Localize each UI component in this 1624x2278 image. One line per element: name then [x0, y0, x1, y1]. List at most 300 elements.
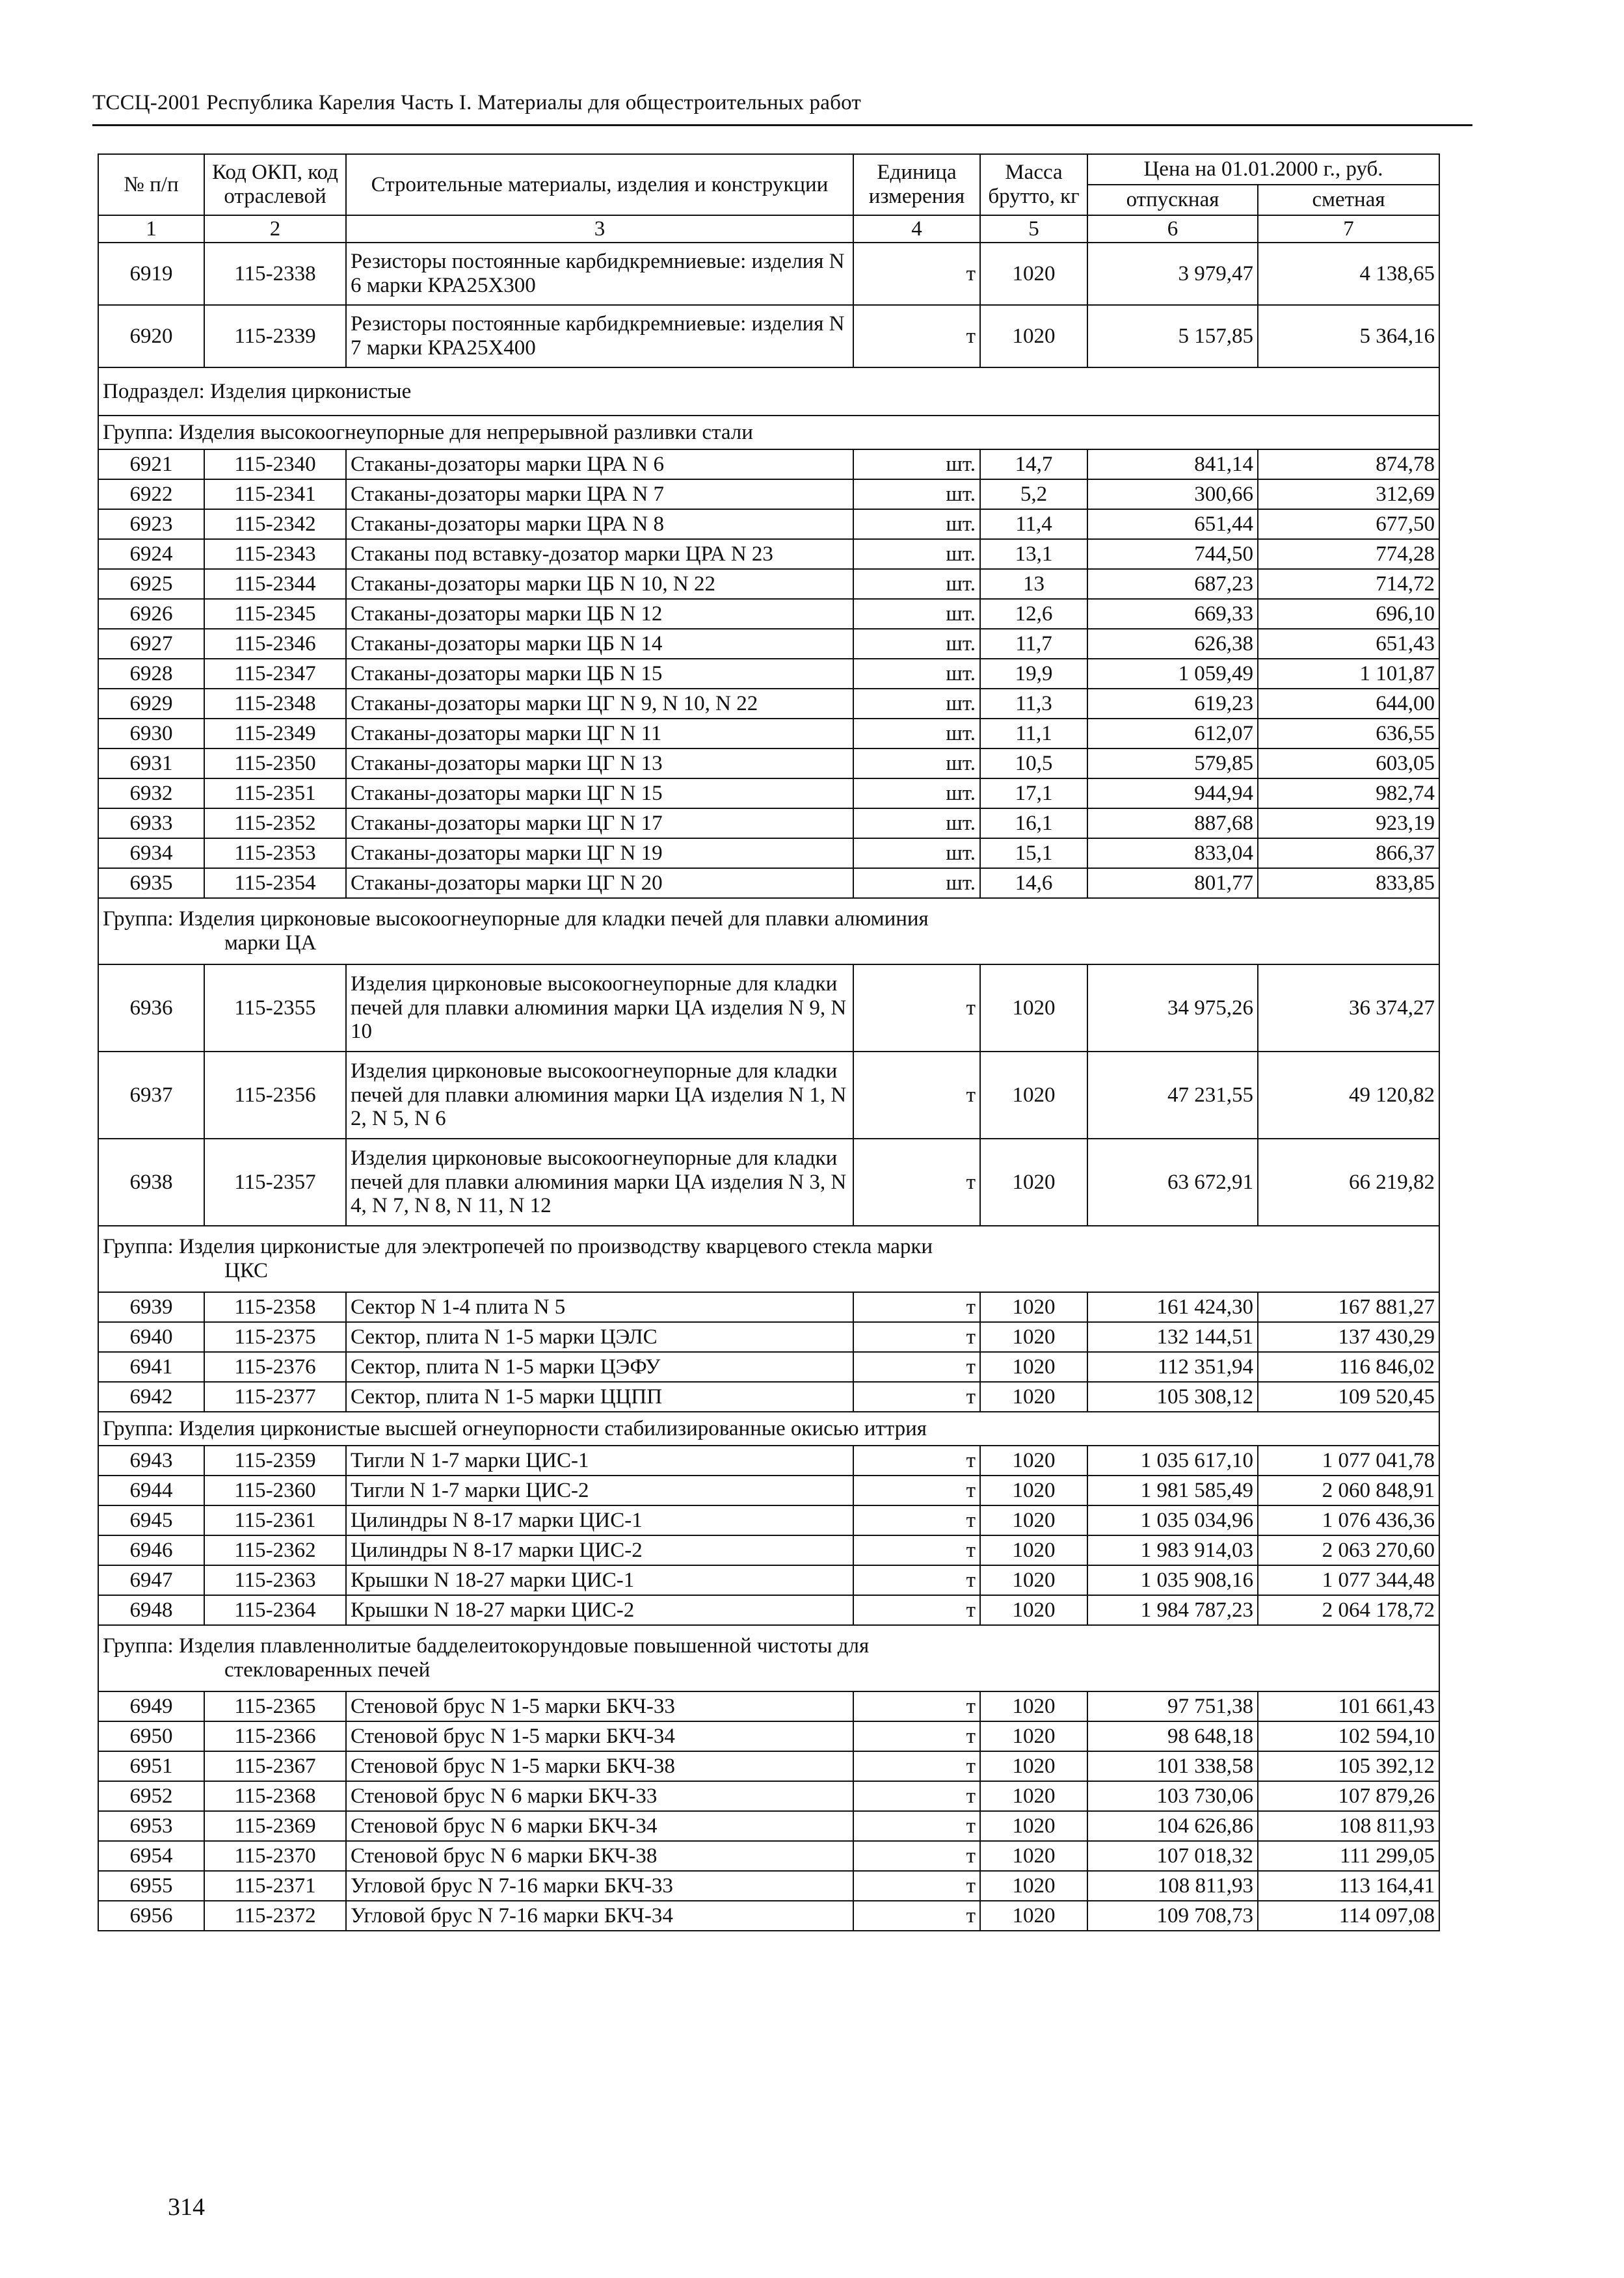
gross-mass: 14,6 [980, 868, 1087, 898]
release-price: 104 626,86 [1087, 1811, 1258, 1841]
table-row [98, 868, 1439, 898]
group-row [98, 416, 1439, 449]
gross-mass: 10,5 [980, 748, 1087, 778]
group-row [98, 1226, 1439, 1292]
row-number: 6936 [98, 964, 204, 1052]
release-price: 651,44 [1087, 509, 1258, 539]
table-row [98, 539, 1439, 569]
gross-mass: 1020 [980, 1292, 1087, 1322]
estimate-price: 66 219,82 [1258, 1139, 1439, 1226]
release-price: 107 018,32 [1087, 1841, 1258, 1871]
estimate-price: 833,85 [1258, 868, 1439, 898]
col-header-price-estimate: сметная [1258, 185, 1439, 215]
row-number: 6953 [98, 1811, 204, 1841]
estimate-price: 1 076 436,36 [1258, 1505, 1439, 1535]
group-title [98, 1412, 1439, 1446]
unit-of-measure: шт. [853, 778, 980, 808]
release-price: 109 708,73 [1087, 1901, 1258, 1931]
table-row [98, 449, 1439, 479]
release-price: 801,77 [1087, 868, 1258, 898]
okp-code: 115-2358 [204, 1292, 346, 1322]
release-price: 98 648,18 [1087, 1721, 1258, 1751]
table-row [98, 1565, 1439, 1595]
release-price: 34 975,26 [1087, 964, 1258, 1052]
group-title [98, 1226, 1439, 1292]
row-number: 6935 [98, 868, 204, 898]
row-number: 6954 [98, 1841, 204, 1871]
group-title-line: Группа: Изделия цирконистые для электропечей по производству кварцевого стекла марки [103, 1235, 933, 1259]
unit-of-measure: т [853, 1476, 980, 1505]
col-header-code: Код ОКП, код отраслевой [204, 154, 346, 215]
table-row [98, 1505, 1439, 1535]
group-row [98, 898, 1439, 964]
release-price: 687,23 [1087, 569, 1258, 599]
okp-code: 115-2362 [204, 1535, 346, 1565]
group-title-line: стекловаренных печей [224, 1658, 431, 1682]
row-number: 6933 [98, 808, 204, 838]
estimate-price: 1 101,87 [1258, 659, 1439, 689]
gross-mass: 13 [980, 569, 1087, 599]
row-number: 6943 [98, 1446, 204, 1476]
release-price: 1 035 908,16 [1087, 1565, 1258, 1595]
gross-mass: 16,1 [980, 808, 1087, 838]
table-row [98, 838, 1439, 868]
estimate-price: 866,37 [1258, 838, 1439, 868]
table-row [98, 569, 1439, 599]
column-number: 7 [1258, 215, 1439, 243]
unit-of-measure: т [853, 1322, 980, 1352]
item-name: Стеновой брус N 1-5 марки БКЧ-34 [346, 1721, 853, 1751]
release-price: 97 751,38 [1087, 1691, 1258, 1721]
row-number: 6946 [98, 1535, 204, 1565]
item-name: Крышки N 18-27 марки ЦИС-1 [346, 1565, 853, 1595]
table-row [98, 748, 1439, 778]
release-price: 833,04 [1087, 838, 1258, 868]
header-rule [92, 124, 1472, 126]
okp-code: 115-2338 [204, 243, 346, 305]
item-name: Резисторы постоянные карбидкремниевые: изделия N 7 марки КРА25Х400 [346, 305, 853, 367]
gross-mass: 1020 [980, 1382, 1087, 1412]
row-number: 6944 [98, 1476, 204, 1505]
estimate-price: 113 164,41 [1258, 1871, 1439, 1901]
estimate-price: 677,50 [1258, 509, 1439, 539]
table-header-row [98, 154, 1439, 185]
row-number: 6931 [98, 748, 204, 778]
row-number: 6952 [98, 1781, 204, 1811]
okp-code: 115-2367 [204, 1751, 346, 1781]
unit-of-measure: т [853, 1382, 980, 1412]
item-name: Изделия цирконовые высокоогнеупорные для кладки печей для плавки алюминия марки ЦА изделия N 1, N 2, N 5, N 6 [346, 1052, 853, 1139]
okp-code: 115-2346 [204, 629, 346, 659]
okp-code: 115-2364 [204, 1595, 346, 1625]
unit-of-measure: т [853, 1781, 980, 1811]
group-title [98, 1625, 1439, 1691]
unit-of-measure: шт. [853, 719, 980, 748]
release-price: 161 424,30 [1087, 1292, 1258, 1322]
okp-code: 115-2349 [204, 719, 346, 748]
estimate-price: 2 060 848,91 [1258, 1476, 1439, 1505]
estimate-price: 107 879,26 [1258, 1781, 1439, 1811]
gross-mass: 1020 [980, 964, 1087, 1052]
okp-code: 115-2371 [204, 1871, 346, 1901]
okp-code: 115-2377 [204, 1382, 346, 1412]
unit-of-measure: т [853, 1139, 980, 1226]
estimate-price: 636,55 [1258, 719, 1439, 748]
okp-code: 115-2345 [204, 599, 346, 629]
table-row [98, 305, 1439, 367]
release-price: 887,68 [1087, 808, 1258, 838]
table-row [98, 1841, 1439, 1871]
okp-code: 115-2356 [204, 1052, 346, 1139]
estimate-price: 5 364,16 [1258, 305, 1439, 367]
gross-mass: 19,9 [980, 659, 1087, 689]
table-row [98, 1781, 1439, 1811]
release-price: 1 059,49 [1087, 659, 1258, 689]
item-name: Стеновой брус N 6 марки БКЧ-34 [346, 1811, 853, 1841]
table-row [98, 1691, 1439, 1721]
gross-mass: 1020 [980, 1811, 1087, 1841]
okp-code: 115-2339 [204, 305, 346, 367]
item-name: Угловой брус N 7-16 марки БКЧ-34 [346, 1901, 853, 1931]
row-number: 6919 [98, 243, 204, 305]
item-name: Изделия цирконовые высокоогнеупорные для кладки печей для плавки алюминия марки ЦА изделия N 3, N 4, N 7, N 8, N 11, N 12 [346, 1139, 853, 1226]
table-row [98, 689, 1439, 719]
gross-mass: 1020 [980, 1841, 1087, 1871]
release-price: 669,33 [1087, 599, 1258, 629]
item-name: Стаканы-дозаторы марки ЦГ N 17 [346, 808, 853, 838]
okp-code: 115-2368 [204, 1781, 346, 1811]
col-header-price: Цена на 01.01.2000 г., руб. [1087, 154, 1439, 185]
gross-mass: 1020 [980, 1871, 1087, 1901]
estimate-price: 1 077 041,78 [1258, 1446, 1439, 1476]
release-price: 5 157,85 [1087, 305, 1258, 367]
okp-code: 115-2343 [204, 539, 346, 569]
release-price: 300,66 [1087, 479, 1258, 509]
estimate-price: 696,10 [1258, 599, 1439, 629]
estimate-price: 603,05 [1258, 748, 1439, 778]
gross-mass: 1020 [980, 1751, 1087, 1781]
table-row [98, 1871, 1439, 1901]
release-price: 1 983 914,03 [1087, 1535, 1258, 1565]
table-row [98, 659, 1439, 689]
gross-mass: 14,7 [980, 449, 1087, 479]
estimate-price: 101 661,43 [1258, 1691, 1439, 1721]
row-number: 6929 [98, 689, 204, 719]
okp-code: 115-2340 [204, 449, 346, 479]
estimate-price: 114 097,08 [1258, 1901, 1439, 1931]
row-number: 6922 [98, 479, 204, 509]
table-row [98, 1139, 1439, 1226]
release-price: 1 984 787,23 [1087, 1595, 1258, 1625]
okp-code: 115-2363 [204, 1565, 346, 1595]
column-number: 4 [853, 215, 980, 243]
row-number: 6949 [98, 1691, 204, 1721]
item-name: Угловой брус N 7-16 марки БКЧ-33 [346, 1871, 853, 1901]
table-row [98, 1322, 1439, 1352]
gross-mass: 1020 [980, 1721, 1087, 1751]
release-price: 3 979,47 [1087, 243, 1258, 305]
estimate-price: 105 392,12 [1258, 1751, 1439, 1781]
unit-of-measure: т [853, 1811, 980, 1841]
release-price: 619,23 [1087, 689, 1258, 719]
release-price: 63 672,91 [1087, 1139, 1258, 1226]
estimate-price: 774,28 [1258, 539, 1439, 569]
unit-of-measure: шт. [853, 689, 980, 719]
group-row [98, 1412, 1439, 1446]
gross-mass: 1020 [980, 1139, 1087, 1226]
row-number: 6930 [98, 719, 204, 748]
item-name: Стаканы-дозаторы марки ЦГ N 15 [346, 778, 853, 808]
okp-code: 115-2357 [204, 1139, 346, 1226]
gross-mass: 11,7 [980, 629, 1087, 659]
gross-mass: 11,3 [980, 689, 1087, 719]
okp-code: 115-2350 [204, 748, 346, 778]
gross-mass: 1020 [980, 1595, 1087, 1625]
table-row [98, 1595, 1439, 1625]
estimate-price: 312,69 [1258, 479, 1439, 509]
unit-of-measure: шт. [853, 449, 980, 479]
table-row [98, 1901, 1439, 1931]
okp-code: 115-2353 [204, 838, 346, 868]
row-number: 6927 [98, 629, 204, 659]
okp-code: 115-2347 [204, 659, 346, 689]
item-name: Стаканы-дозаторы марки ЦГ N 11 [346, 719, 853, 748]
item-name: Изделия цирконовые высокоогнеупорные для кладки печей для плавки алюминия марки ЦА изделия N 9, N 10 [346, 964, 853, 1052]
item-name: Стаканы-дозаторы марки ЦБ N 12 [346, 599, 853, 629]
item-name: Стеновой брус N 6 марки БКЧ-33 [346, 1781, 853, 1811]
okp-code: 115-2351 [204, 778, 346, 808]
row-number: 6938 [98, 1139, 204, 1226]
okp-code: 115-2375 [204, 1322, 346, 1352]
row-number: 6950 [98, 1721, 204, 1751]
item-name: Стаканы-дозаторы марки ЦГ N 9, N 10, N 22 [346, 689, 853, 719]
estimate-price: 651,43 [1258, 629, 1439, 659]
unit-of-measure: шт. [853, 659, 980, 689]
release-price: 1 035 617,10 [1087, 1446, 1258, 1476]
gross-mass: 17,1 [980, 778, 1087, 808]
estimate-price: 108 811,93 [1258, 1811, 1439, 1841]
item-name: Сектор N 1-4 плита N 5 [346, 1292, 853, 1322]
estimate-price: 714,72 [1258, 569, 1439, 599]
row-number: 6951 [98, 1751, 204, 1781]
release-price: 1 035 034,96 [1087, 1505, 1258, 1535]
column-numbers-row [98, 215, 1439, 243]
unit-of-measure: т [853, 305, 980, 367]
release-price: 579,85 [1087, 748, 1258, 778]
col-header-unit: Единица измерения [853, 154, 980, 215]
group-row [98, 1625, 1439, 1691]
release-price: 112 351,94 [1087, 1352, 1258, 1382]
okp-code: 115-2360 [204, 1476, 346, 1505]
release-price: 101 338,58 [1087, 1751, 1258, 1781]
table-row [98, 778, 1439, 808]
estimate-price: 4 138,65 [1258, 243, 1439, 305]
estimate-price: 2 064 178,72 [1258, 1595, 1439, 1625]
row-number: 6932 [98, 778, 204, 808]
table-row [98, 243, 1439, 305]
item-name: Цилиндры N 8-17 марки ЦИС-2 [346, 1535, 853, 1565]
unit-of-measure: т [853, 1292, 980, 1322]
column-number: 5 [980, 215, 1087, 243]
okp-code: 115-2359 [204, 1446, 346, 1476]
table-row [98, 964, 1439, 1052]
unit-of-measure: т [853, 1841, 980, 1871]
estimate-price: 2 063 270,60 [1258, 1535, 1439, 1565]
group-title-line: марки ЦА [224, 931, 317, 955]
gross-mass: 1020 [980, 1352, 1087, 1382]
section-row [98, 367, 1439, 416]
item-name: Резисторы постоянные карбидкремниевые: изделия N 6 марки КРА25Х300 [346, 243, 853, 305]
item-name: Цилиндры N 8-17 марки ЦИС-1 [346, 1505, 853, 1535]
item-name: Стаканы-дозаторы марки ЦБ N 10, N 22 [346, 569, 853, 599]
unit-of-measure: т [853, 1052, 980, 1139]
table-row [98, 509, 1439, 539]
table-row [98, 599, 1439, 629]
row-number: 6940 [98, 1322, 204, 1352]
release-price: 626,38 [1087, 629, 1258, 659]
okp-code: 115-2355 [204, 964, 346, 1052]
estimate-price: 111 299,05 [1258, 1841, 1439, 1871]
okp-code: 115-2344 [204, 569, 346, 599]
unit-of-measure: т [853, 1751, 980, 1781]
estimate-price: 137 430,29 [1258, 1322, 1439, 1352]
unit-of-measure: шт. [853, 838, 980, 868]
estimate-price: 116 846,02 [1258, 1352, 1439, 1382]
gross-mass: 1020 [980, 1446, 1087, 1476]
table-row [98, 719, 1439, 748]
table-row [98, 479, 1439, 509]
item-name: Сектор, плита N 1-5 марки ЦЭФУ [346, 1352, 853, 1382]
release-price: 1 981 585,49 [1087, 1476, 1258, 1505]
gross-mass: 1020 [980, 1476, 1087, 1505]
item-name: Крышки N 18-27 марки ЦИС-2 [346, 1595, 853, 1625]
item-name: Стаканы-дозаторы марки ЦРА N 6 [346, 449, 853, 479]
table-row [98, 1352, 1439, 1382]
unit-of-measure: т [853, 1535, 980, 1565]
okp-code: 115-2348 [204, 689, 346, 719]
table-row [98, 1446, 1439, 1476]
gross-mass: 15,1 [980, 838, 1087, 868]
unit-of-measure: т [853, 1691, 980, 1721]
gross-mass: 11,1 [980, 719, 1087, 748]
table-row [98, 629, 1439, 659]
column-number: 3 [346, 215, 853, 243]
group-title-line: Группа: Изделия цирконовые высокоогнеупорные для кладки печей для плавки алюминия [103, 907, 929, 931]
okp-code: 115-2372 [204, 1901, 346, 1931]
group-title-line: Группа: Изделия плавленнолитые бадделеитокорундовые повышенной чистоты для [103, 1634, 870, 1658]
unit-of-measure: шт. [853, 629, 980, 659]
estimate-price: 49 120,82 [1258, 1052, 1439, 1139]
release-price: 612,07 [1087, 719, 1258, 748]
row-number: 6942 [98, 1382, 204, 1412]
row-number: 6926 [98, 599, 204, 629]
release-price: 841,14 [1087, 449, 1258, 479]
row-number: 6945 [98, 1505, 204, 1535]
unit-of-measure: т [853, 1446, 980, 1476]
item-name: Сектор, плита N 1-5 марки ЦЭЛС [346, 1322, 853, 1352]
unit-of-measure: т [853, 964, 980, 1052]
okp-code: 115-2341 [204, 479, 346, 509]
page-number: 314 [168, 2193, 205, 2221]
unit-of-measure: т [853, 1505, 980, 1535]
estimate-price: 36 374,27 [1258, 964, 1439, 1052]
unit-of-measure: шт. [853, 748, 980, 778]
estimate-price: 167 881,27 [1258, 1292, 1439, 1322]
estimate-price: 874,78 [1258, 449, 1439, 479]
unit-of-measure: шт. [853, 539, 980, 569]
row-number: 6948 [98, 1595, 204, 1625]
row-number: 6920 [98, 305, 204, 367]
unit-of-measure: т [853, 1901, 980, 1931]
release-price: 108 811,93 [1087, 1871, 1258, 1901]
gross-mass: 1020 [980, 1535, 1087, 1565]
row-number: 6955 [98, 1871, 204, 1901]
item-name: Стаканы-дозаторы марки ЦГ N 19 [346, 838, 853, 868]
column-number: 6 [1087, 215, 1258, 243]
row-number: 6924 [98, 539, 204, 569]
release-price: 105 308,12 [1087, 1382, 1258, 1412]
item-name: Стаканы-дозаторы марки ЦГ N 13 [346, 748, 853, 778]
okp-code: 115-2366 [204, 1721, 346, 1751]
unit-of-measure: шт. [853, 868, 980, 898]
row-number: 6934 [98, 838, 204, 868]
item-name: Стаканы-дозаторы марки ЦБ N 15 [346, 659, 853, 689]
release-price: 132 144,51 [1087, 1322, 1258, 1352]
item-name: Тигли N 1-7 марки ЦИС-2 [346, 1476, 853, 1505]
row-number: 6921 [98, 449, 204, 479]
gross-mass: 5,2 [980, 479, 1087, 509]
okp-code: 115-2369 [204, 1811, 346, 1841]
gross-mass: 13,1 [980, 539, 1087, 569]
item-name: Тигли N 1-7 марки ЦИС-1 [346, 1446, 853, 1476]
section-title: Подраздел: Изделия цирконистые [98, 367, 1439, 416]
unit-of-measure: шт. [853, 509, 980, 539]
item-name: Стаканы-дозаторы марки ЦБ N 14 [346, 629, 853, 659]
unit-of-measure: шт. [853, 808, 980, 838]
release-price: 47 231,55 [1087, 1052, 1258, 1139]
column-number: 2 [204, 215, 346, 243]
item-name: Стаканы-дозаторы марки ЦГ N 20 [346, 868, 853, 898]
estimate-price: 109 520,45 [1258, 1382, 1439, 1412]
row-number: 6925 [98, 569, 204, 599]
unit-of-measure: т [853, 1871, 980, 1901]
group-title [98, 898, 1439, 964]
row-number: 6939 [98, 1292, 204, 1322]
okp-code: 115-2376 [204, 1352, 346, 1382]
table-row [98, 1535, 1439, 1565]
row-number: 6956 [98, 1901, 204, 1931]
okp-code: 115-2342 [204, 509, 346, 539]
estimate-price: 982,74 [1258, 778, 1439, 808]
item-name: Стаканы-дозаторы марки ЦРА N 8 [346, 509, 853, 539]
okp-code: 115-2365 [204, 1691, 346, 1721]
gross-mass: 1020 [980, 1781, 1087, 1811]
row-number: 6937 [98, 1052, 204, 1139]
column-number: 1 [98, 215, 204, 243]
group-title-line: ЦКС [224, 1259, 269, 1282]
table-row [98, 808, 1439, 838]
gross-mass: 1020 [980, 1691, 1087, 1721]
table-row [98, 1476, 1439, 1505]
table-row [98, 1292, 1439, 1322]
col-header-price-release: отпускная [1087, 185, 1258, 215]
table-row [98, 1721, 1439, 1751]
estimate-price: 923,19 [1258, 808, 1439, 838]
table-row [98, 1751, 1439, 1781]
price-table [98, 153, 1440, 1931]
okp-code: 115-2352 [204, 808, 346, 838]
item-name: Стеновой брус N 1-5 марки БКЧ-38 [346, 1751, 853, 1781]
